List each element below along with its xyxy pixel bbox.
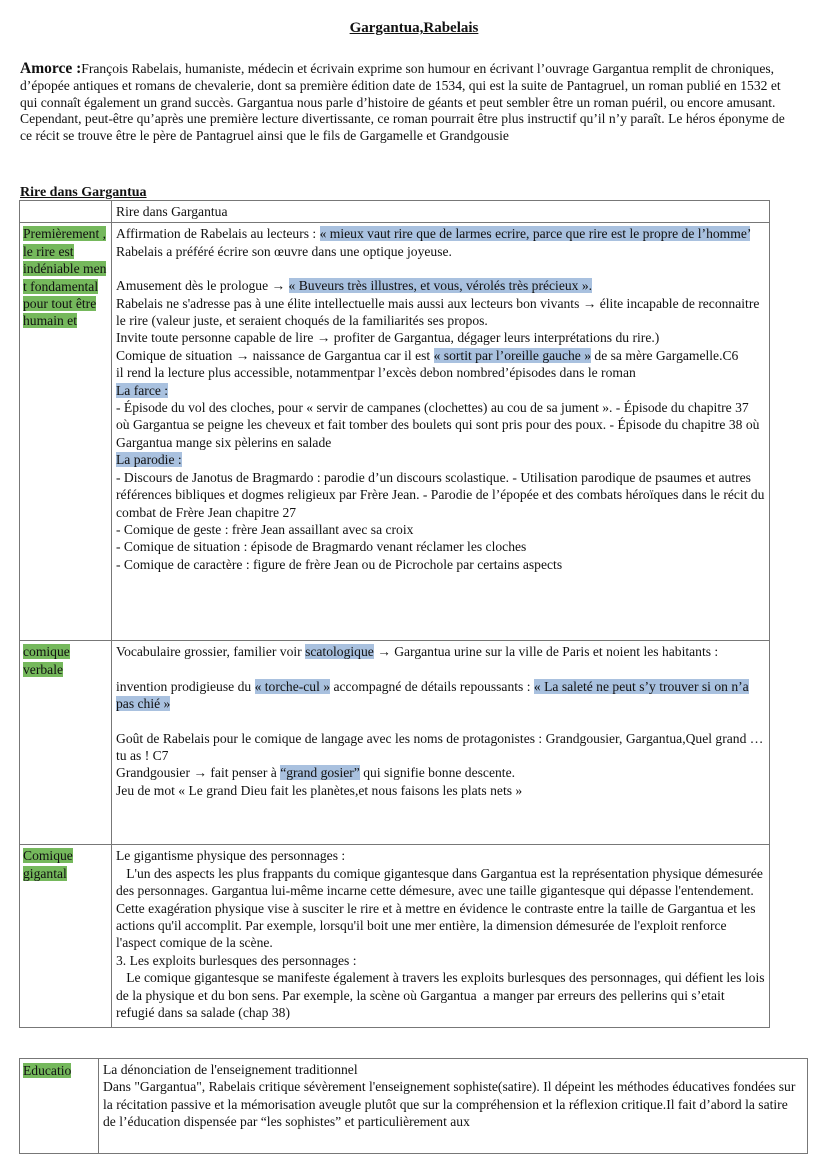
row-label-cell [20,641,112,845]
text-span: → Gargantua urine sur la ville de Paris et noient les habitants : [373,644,719,660]
paragraph [116,764,765,781]
text-span: Amusement dès le prologue → [116,278,289,294]
row-label-cell [20,1059,99,1154]
paragraph: Rabelais ne s'adresse pas à une élite intellectuelle mais aussi aux lecteurs bon vivants → élite incapable de reconnaitre le rire (valeur juste, et seraient choqués de la familiarités ses propos. [116,295,760,329]
paragraph: Le gigantisme physique des personnages : [116,848,346,864]
paragraph: Invite toute personne capable de lire → profiter de Gargantua, dégager leurs interprétations du rire.) [116,330,660,346]
paragraph: il rend la lecture plus accessible, notammentpar l’excès debon nombred’épisodes dans le roman [116,365,636,381]
text-span: accompagné de détails repoussants : [330,678,534,694]
text-span: Rabelais a préféré écrire son œuvre dans une optique joyeuse. [116,243,452,259]
paragraph: - Comique de situation : épisode de Bragmardo venant réclamer les cloches [116,539,527,555]
education-table [19,1058,808,1154]
highlighted-quote: « sortit par l’oreille gauche » [433,347,592,363]
intro-lead: Amorce : [20,60,82,77]
highlighted-quote: « La saleté ne peut s’y trouver si on n’a pas chié » [116,678,749,712]
paragraph [116,347,765,364]
intro-text: François Rabelais, humaniste, médecin et écrivain exprime son humour en écrivant l’ouvrage Gargantua remplit de chroniques, d’épopée antiques et romans de chevalerie, dont sa première édition date de 1534, qui est la suite de Pantagruel, un roman publié en 1532 et qui connaît également un grand succès. Gargantua nous parle d’histoire de géants et peut sembler être un roman puéril, ou encore amusant. Cependant, peut-être qu’après une première lecture divertissante, ce roman pourrait être plus instructif qu’il n’y paraît. Le héros éponyme de ce récit se trouve être le père de Pantagruel ainsi que le fils de Gargamelle et Grandgousie [20,61,785,144]
paragraph [116,382,765,399]
text-span: Affirmation de Rabelais au lecteurs : [116,226,320,242]
row-label: comique verbale [23,644,70,677]
text-span: Vocabulaire grossier, familier voir [116,644,306,660]
highlighted-quote: « torche-cul » [254,678,331,694]
blank-line [116,260,765,277]
blank-line [116,713,765,730]
highlighted-quote: “grand gosier” [280,765,360,781]
paragraph: L'un des aspects les plus frappants du comique gigantesque dans Gargantua est la représentation physique démesurée des personnages. Gargantua lui-même incarne cette démesure, avec une taille gigantesque qui dépasse l'entendement. Cette exagération physique vise à susciter le rire et à mettre en évidence le contraste entre la taille de Gargantua et les actions qu'il accomplit. Par exemple, lorsqu'il boit une mer entière, la dimension démesurée de l'exploit renforce l'aspect comique de la scène. [116,865,767,951]
highlighted-quote: « Buveurs très illustres, et vous, vérolés très précieux ». [288,278,593,294]
paragraph [116,225,765,260]
page-title: Gargantua,Rabelais [349,20,479,36]
paragraph: 3. Les exploits burlesques des personnages : [116,952,357,968]
paragraph: - Comique de caractère : figure de frère Jean ou de Picrochole par certains aspects [116,556,563,572]
highlighted-quote: « mieux vaut rire que de larmes ecrire, parce que rire est le propre de l’homme’ [319,226,751,242]
rire-table [19,200,770,1028]
highlighted-word: scatologique [305,644,374,660]
paragraph: Dans "Gargantua", Rabelais critique sévèrement l'enseignement sophiste(satire). Il dépeint les méthodes éducatives fondées sur la récitation passive et la mémorisation aveugle plutôt que sur la compréhension et la réflexion critique.Il fait d’abord la satire de l’éducation dispensée par “les sophistes” et particulièrement aux [103,1079,796,1130]
text-span: Comique de situation → naissance de Gargantua car il est [116,347,434,363]
text-span: qui signifie bonne descente. [359,765,515,781]
table-header-cell: Rire dans Gargantua [112,201,770,223]
section-title: Rire dans Gargantua [20,185,147,200]
text-span: Grandgousier → fait penser à [116,765,281,781]
paragraph: Jeu de mot « Le grand Dieu fait les planètes,et nous faisons les plats nets » [116,782,523,798]
row-content-cell [99,1059,808,1154]
row-label-cell [20,223,112,641]
paragraph [116,277,765,294]
table-row [20,845,770,1028]
paragraph [116,451,765,468]
table-row [20,223,770,641]
paragraph: Goût de Rabelais pour le comique de langage avec les noms de protagonistes : Grandgousier, Gargantua,Quel grand … tu as ! C7 [116,730,764,764]
row-label: Premièrement , le rire est indéniable men t fondamental pour tout être humain et [23,226,107,329]
table-header-empty-cell [20,201,112,223]
row-content-cell [112,223,770,641]
paragraph [116,643,765,660]
paragraph: - Comique de geste : frère Jean assaillant avec sa croix [116,521,414,537]
row-content-cell [112,641,770,845]
paragraph: - Discours de Janotus de Bragmardo : parodie d’un discours scolastique. - Utilisation parodique de psaumes et autres références bibliques et dogmes religieux par Frère Jean. - Parodie de l’épopée et des combats héroïques dans le récit du combat de Frère Jean chapitre 27 [116,469,765,520]
table-row [20,641,770,845]
row-label: Comique gigantal [23,848,73,881]
intro-paragraph [20,61,798,145]
paragraph: Le comique gigantesque se manifeste également à travers les exploits burlesques des personnages, qui défient les lois de la physique et du bon sens. Par exemple, la scène où Gargantua a manger par erreurs des pellerins qui s’etait refugié dans sa salade (chap 38) [116,970,768,1021]
paragraph: La dénonciation de l'enseignement traditionnel [103,1062,358,1077]
paragraph [116,678,765,713]
paragraph: - Épisode du vol des cloches, pour « servir de campanes (clochettes) au cou de sa jument ». - Épisode du chapitre 37 où Gargantua se peigne les cheveux et fait tomber des boulets qui sont pris pour des poux. - Épisode du chapitre 38 où Gargantua mange six pèlerins en salade [116,400,760,450]
row-label: Educatio [23,1063,72,1078]
blank-line [116,661,765,678]
text-span: invention prodigieuse du [116,678,255,694]
table-header-row [20,201,770,223]
row-label-cell [20,845,112,1028]
table-row [20,1059,808,1154]
subheading-parodie: La parodie : [116,452,182,468]
row-content-cell [112,845,770,1028]
subheading-farce: La farce : [116,382,169,398]
text-span: de sa mère Gargamelle.C6 [591,347,739,363]
